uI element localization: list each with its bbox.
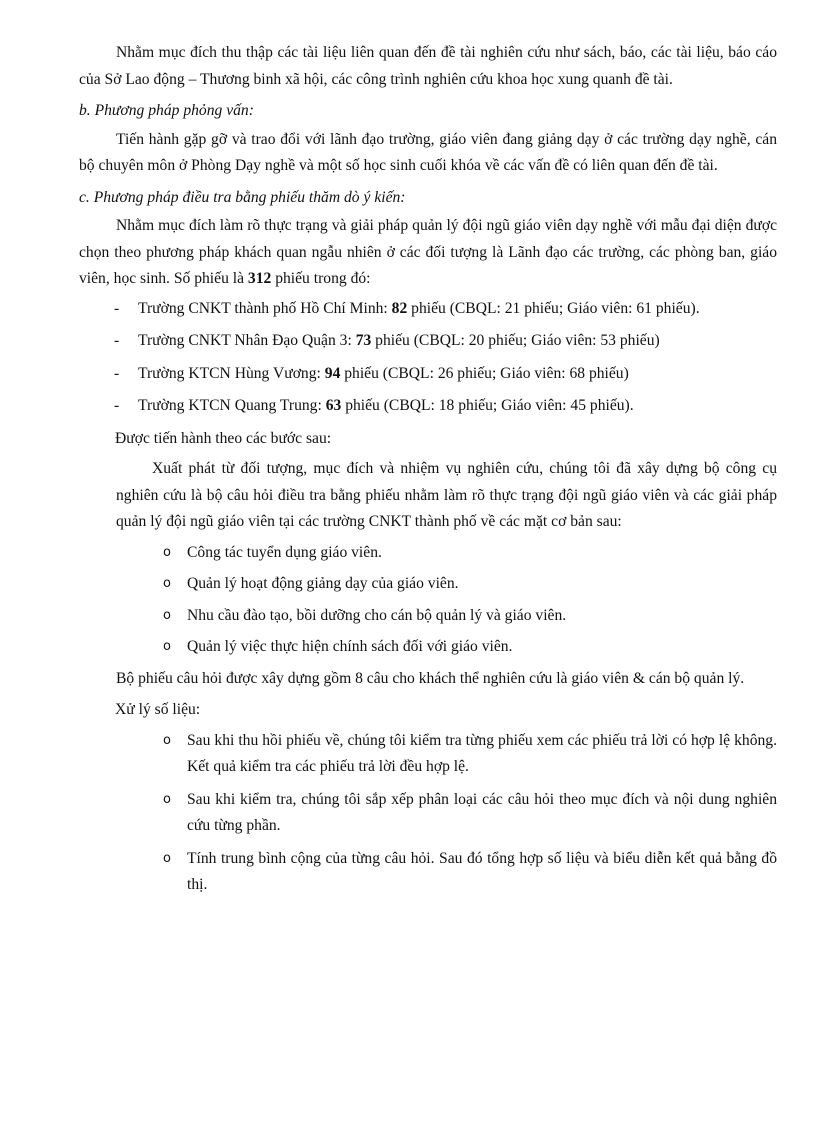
survey-heading: c. Phương pháp điều tra bằng phiếu thăm dò ý kiến: (79, 188, 406, 206)
steps-block (79, 456, 777, 536)
processing-item (79, 787, 777, 840)
steps-intro: Được tiến hành theo các bước sau: (115, 429, 332, 447)
survey-text-after: phiếu trong đó: (271, 270, 371, 287)
circle-bullet-icon: o (163, 850, 171, 866)
school-item (79, 296, 777, 323)
school-count: 82 (391, 299, 408, 317)
processing-item (79, 728, 777, 781)
school-name: Trường KTCN Quang Trung: (138, 397, 326, 414)
survey-text-before: Nhằm mục đích làm rõ thực trạng và giải pháp quản lý đội ngũ giáo viên dạy nghề với mẫu đại diện được chọn theo phương pháp khách quan ngẫu nhiên ở các đối tượng là Lãnh đạo các trường, các phòng ban, giáo viên, học sinh. Số phiếu là (79, 217, 777, 287)
circle-bullet-icon: o (163, 791, 171, 807)
dash-bullet: - (114, 299, 120, 317)
dash-bullet: - (114, 332, 120, 349)
processing-text: Sau khi thu hồi phiếu về, chúng tôi kiểm tra từng phiếu xem các phiếu trả lời có hợp lệ không. Kết quả kiểm tra các phiếu trả lời đều hợp lệ. (187, 731, 777, 775)
processing-list (79, 728, 777, 899)
school-item (79, 361, 777, 388)
circle-bullet-icon: o (163, 607, 171, 623)
processing-text: Sau khi kiểm tra, chúng tôi sắp xếp phân loại các câu hỏi theo mục đích và nội dung nghiên cứu từng phần. (187, 790, 777, 834)
steps-paragraph: Xuất phát từ đối tượng, mục đích và nhiệm vụ nghiên cứu, chúng tôi đã xây dựng bộ công cụ nghiên cứu là bộ câu hỏi điều tra bằng phiếu nhằm làm rõ thực trạng đội ngũ giáo viên và các giải pháp quản lý đội ngũ giáo viên tại các trường CNKT thành phố về các mặt cơ bản sau: (116, 460, 777, 530)
school-detail: phiếu (CBQL: 20 phiếu; Giáo viên: 53 phiếu) (371, 332, 660, 349)
circle-bullet-icon: o (163, 639, 171, 654)
processing-item (79, 846, 777, 899)
school-count: 94 (324, 364, 341, 382)
school-item (79, 393, 777, 420)
school-detail: phiếu (CBQL: 18 phiếu; Giáo viên: 45 phiếu). (341, 397, 634, 414)
school-name: Trường CNKT Nhân Đạo Quận 3: (138, 332, 356, 349)
aspect-text: Nhu cầu đào tạo, bồi dưỡng cho cán bộ quản lý và giáo viên. (187, 606, 567, 624)
dash-bullet: - (114, 397, 120, 414)
circle-bullet-icon: o (163, 576, 171, 591)
aspect-list (79, 540, 777, 661)
school-name: Trường CNKT thành phố Hồ Chí Minh: (138, 299, 392, 317)
school-detail: phiếu (CBQL: 26 phiếu; Giáo viên: 68 phiếu) (340, 364, 629, 382)
school-count: 73 (355, 332, 372, 349)
aspect-item (79, 634, 777, 661)
interview-paragraph: Tiến hành gặp gỡ và trao đổi với lãnh đạo trường, giáo viên đang giảng dạy ở các trường dạy nghề, cán bộ chuyên môn ở Phòng Dạy nghề và một số học sinh cuối khóa về các vấn đề có liên quan đến đề tài. (79, 130, 777, 174)
interview-heading: b. Phương pháp phỏng vấn: (79, 102, 254, 119)
document-page (79, 40, 777, 905)
aspect-item (79, 540, 777, 567)
survey-total-count: 312 (247, 270, 272, 287)
school-list (79, 296, 777, 420)
circle-bullet-icon: o (163, 544, 171, 560)
school-item (79, 328, 777, 355)
survey-paragraph (79, 213, 777, 293)
aspect-text: Quản lý hoạt động giảng dạy của giáo viên. (187, 575, 459, 592)
school-detail: phiếu (CBQL: 21 phiếu; Giáo viên: 61 phiếu). (407, 299, 700, 317)
aspect-text: Quản lý việc thực hiện chính sách đối với giáo viên. (187, 638, 513, 655)
circle-bullet-icon: o (163, 732, 171, 748)
aspect-item (79, 603, 777, 630)
processing-text: Tính trung bình cộng của từng câu hỏi. Sau đó tổng hợp số liệu và biểu diễn kết quả bằng đồ thị. (187, 849, 777, 893)
aspect-item (79, 571, 777, 598)
intro-paragraph: Nhằm mục đích thu thập các tài liệu liên quan đến đề tài nghiên cứu như sách, báo, các tài liệu, báo cáo của Sở Lao động – Thương binh xã hội, các công trình nghiên cứu khoa học xung quanh đề tài. (79, 44, 777, 88)
processing-label: Xử lý số liệu: (115, 701, 201, 718)
aspect-text: Công tác tuyển dụng giáo viên. (187, 543, 382, 561)
school-name: Trường KTCN Hùng Vương: (138, 364, 325, 382)
dash-bullet: - (114, 364, 120, 382)
questionnaire-paragraph: Bộ phiếu câu hỏi được xây dựng gồm 8 câu cho khách thể nghiên cứu là giáo viên & cán bộ quản lý. (116, 669, 745, 687)
school-count: 63 (325, 397, 342, 414)
